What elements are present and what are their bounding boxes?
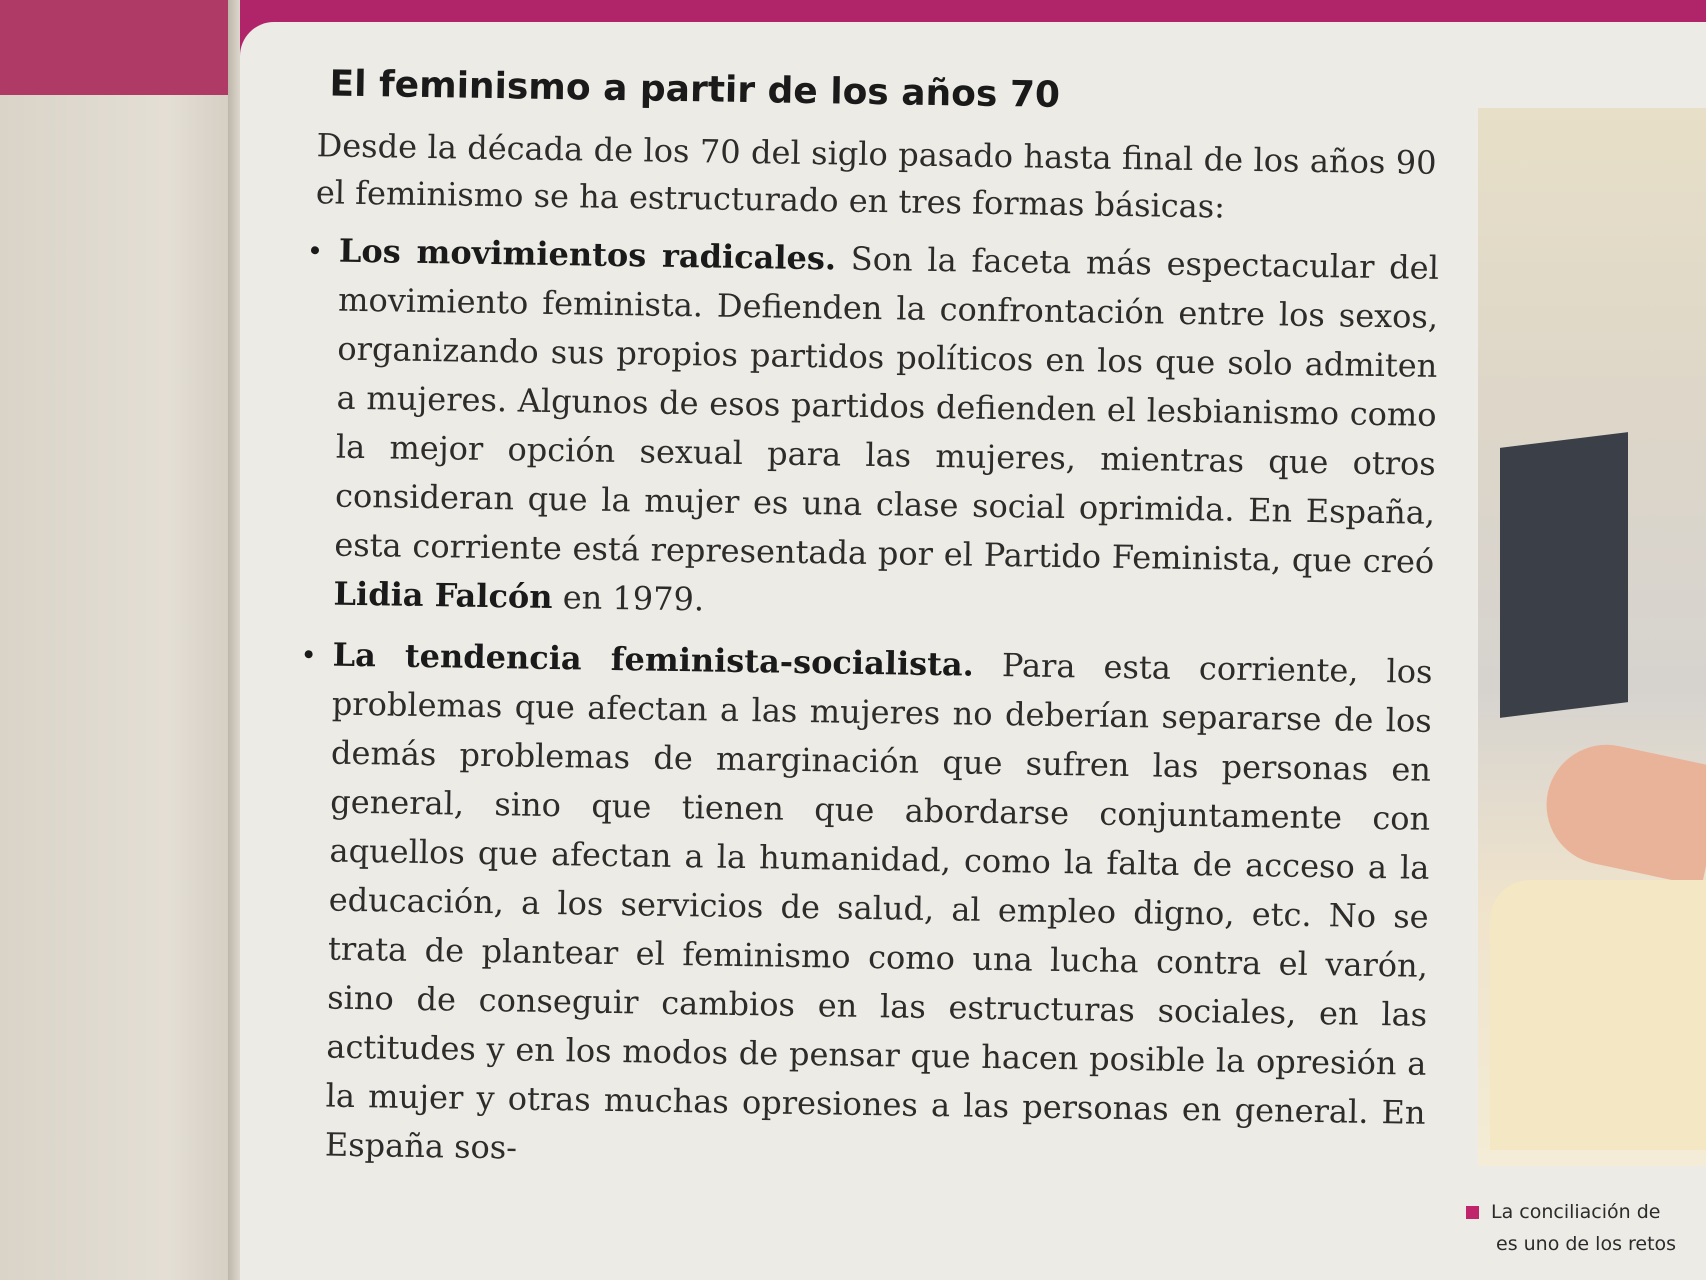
bullet-dot-icon [305,650,313,658]
bullet-body-end: en 1979. [552,578,705,619]
bullet-dot-icon [311,246,319,254]
person-name: Lidia Falcón [333,574,553,617]
intro-paragraph: Desde la década de los 70 del siglo pasado hasta final de los años 90 el feminismo se ha estructurado en tres formas básicas: [315,126,1437,226]
photo-screen-shape [1500,432,1628,718]
photo-cushion-shape [1490,880,1706,1150]
section-heading: El feminismo a partir de los años 70 [329,63,1061,116]
left-page-color-band [0,0,240,95]
bullet-item-radicales [291,226,1440,636]
bullet-item-socialista [283,630,1431,1187]
bullet-body: Para esta corriente, los problemas que afectan a las mujeres no deberían separarse de los demás problemas de marginación que sufren las personas en general, sino que tienen que abordarse conjuntamente con aquellos que afectan a la humanidad, como la falta de acceso a la educación, a los servicios de salud, al empleo digno, etc. No se trata de plantear el feminismo como una lucha contra el varón, sino de conseguir cambios en las estructuras sociales, en las actitudes y en los modos de pensar que hacen posible la opresión a la mujer y otras muchas opresiones a las personas en general. En España sos- [324,645,1433,1167]
caption-marker-icon [1466,1206,1479,1219]
bullet-text [325,631,1433,1187]
bullet-label: Los movimientos radicales. [338,231,837,278]
page-content [282,58,1439,1199]
caption-line-1: La conciliación de [1491,1201,1661,1223]
photo-caption [1466,1196,1706,1260]
bullet-label: La tendencia feminista-socialista. [332,635,975,684]
left-page [0,0,240,1280]
caption-line-2: es uno de los retos [1496,1233,1677,1255]
bullet-body: Son la faceta más espectacular del movimiento feminista. Defienden la confrontación entre los sexos, organizando sus propios partidos políticos en los que solo admiten a mujeres. Algunos de esos partidos defienden el lesbianismo como la mejor opción sexual para las mujeres, mientras que otros consideran que la mujer es una clase social oprimida. En España, esta corriente está representada por el Partido Feminista, que creó [334,239,1440,581]
bullet-text [333,227,1439,636]
bullet-list [283,226,1438,1187]
